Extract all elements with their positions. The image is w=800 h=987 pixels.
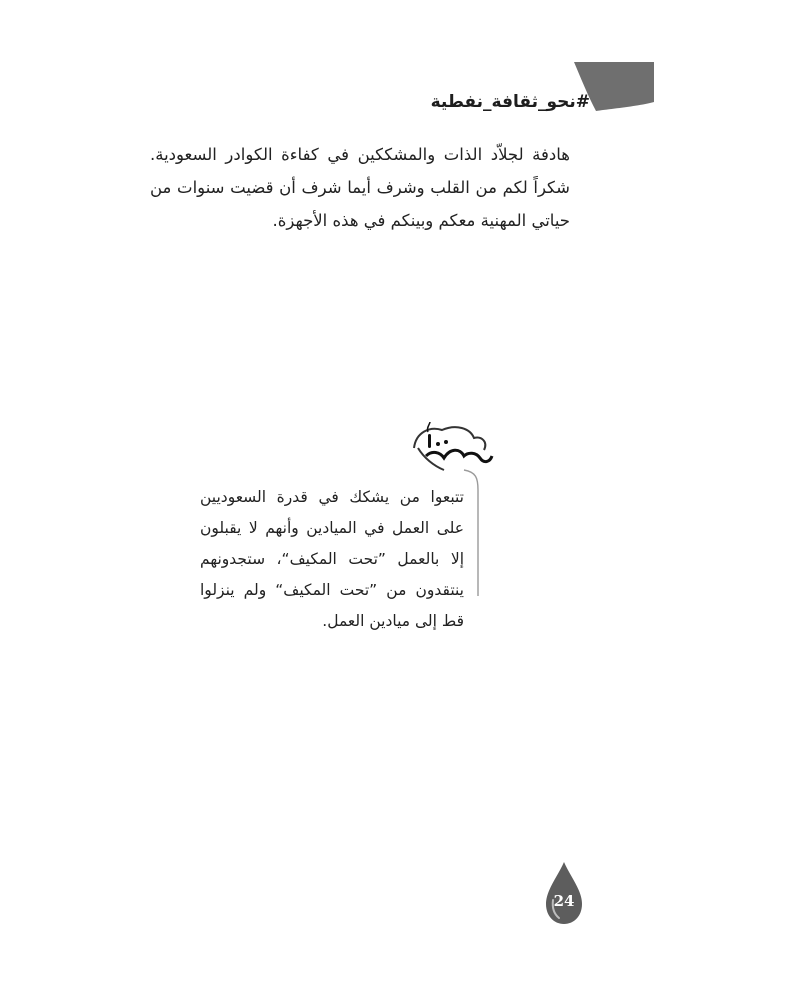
page-number: 24 xyxy=(553,892,575,910)
paragraph-text: هادفة لجلاّد الذات والمشككين في كفاءة الكوادر السعودية. شكراً لكم من القلب وشرف أيما شرف أن قضيت سنوات من حياتي المهنية معكم وبينكم في هذه الأجهزة. xyxy=(150,145,570,230)
body-paragraph xyxy=(150,138,570,237)
quote-block xyxy=(200,482,464,637)
quote-side-rule xyxy=(462,468,482,596)
header-hashtag: #نحو_ثقافة_نفطية xyxy=(430,92,590,112)
quote-text: تتبعوا من يشكك في قدرة السعوديين على العمل في الميادين وأنهم لا يقبلون إلا بالعمل ”تحت المكيف“، ستجدونهم ينتقدون من ”تحت المكيف“ ولم ينزلوا قط إلى ميادين العمل. xyxy=(200,488,464,630)
